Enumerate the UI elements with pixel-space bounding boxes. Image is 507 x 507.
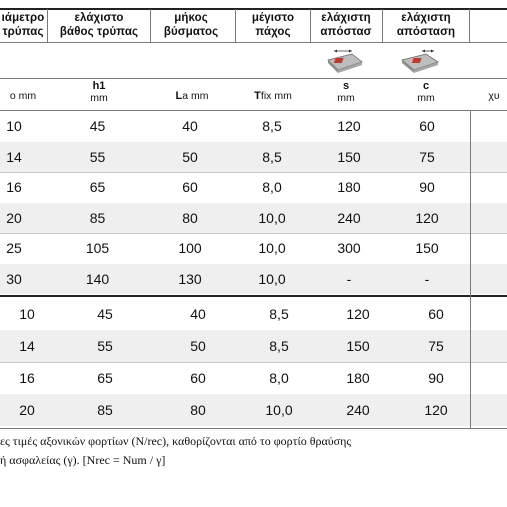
subheader-spacing: s mm bbox=[337, 80, 355, 104]
table-cell: 65 bbox=[97, 370, 113, 386]
table-cell: 180 bbox=[337, 179, 361, 195]
table-cell: 20 bbox=[19, 402, 35, 418]
table-cell: 120 bbox=[415, 209, 439, 226]
table-cell: 40 bbox=[182, 118, 198, 134]
table-cell: 14 bbox=[19, 338, 35, 354]
table-cell: 14 bbox=[6, 148, 22, 165]
table-cell: 45 bbox=[97, 306, 113, 322]
table-cell: 8,5 bbox=[262, 148, 282, 165]
table-cell: 45 bbox=[89, 118, 106, 134]
table-cell: - bbox=[346, 270, 352, 287]
table-cell: 90 bbox=[419, 179, 435, 195]
table-row bbox=[0, 362, 507, 394]
note-line-2: ή ασφαλείας (γ). [Nrec = Num / γ] bbox=[0, 453, 166, 467]
table-cell: 150 bbox=[346, 338, 370, 354]
table-cell: 120 bbox=[346, 306, 370, 322]
table-cell: 85 bbox=[97, 402, 113, 418]
col-divider bbox=[310, 9, 311, 42]
edge-distance-diagram-icon bbox=[398, 46, 440, 76]
right-border bbox=[470, 110, 471, 428]
table-cell: 60 bbox=[190, 370, 206, 386]
table-cell: 240 bbox=[346, 402, 370, 418]
subheader-thickness: Tfix mm bbox=[254, 90, 292, 102]
header-min-edge-distance: ελάχιστη απόσταση bbox=[396, 12, 456, 38]
note-line-1: ες τιμές αξονικών φορτίων (N/rec), καθορίζονται από το φορτίο θραύσης bbox=[0, 434, 352, 448]
table-cell: 85 bbox=[89, 209, 106, 226]
header-max-thickness: μέγιστο πάχος bbox=[251, 12, 295, 38]
table-row bbox=[0, 172, 507, 203]
table-cell: 55 bbox=[97, 338, 113, 354]
table-row bbox=[0, 330, 507, 362]
table-cell: 65 bbox=[89, 179, 106, 195]
table-cell: 60 bbox=[419, 118, 435, 134]
table-cell: 10,0 bbox=[258, 270, 286, 287]
table-row bbox=[0, 142, 507, 173]
table-cell: 75 bbox=[419, 148, 435, 165]
table-cell: 16 bbox=[19, 370, 35, 386]
col-divider bbox=[235, 9, 236, 42]
icon-row-divider bbox=[0, 78, 507, 79]
col-divider bbox=[382, 9, 383, 42]
table-cell: 40 bbox=[190, 306, 206, 322]
table-cell: 120 bbox=[337, 118, 361, 134]
table-cell: 8,5 bbox=[262, 118, 282, 134]
table-cell: 10,0 bbox=[258, 240, 286, 256]
table-bottom-border bbox=[0, 428, 507, 429]
header-plug-length: μήκος βύσματος bbox=[163, 12, 219, 38]
table-cell: 20 bbox=[6, 209, 22, 226]
col-divider bbox=[469, 9, 470, 42]
table-cell: 8,5 bbox=[269, 306, 289, 322]
table-cell: 130 bbox=[178, 270, 202, 287]
table-cell: 240 bbox=[337, 209, 361, 226]
table-row bbox=[0, 264, 507, 295]
table-cell: 8,0 bbox=[269, 370, 289, 386]
table-cell: 105 bbox=[85, 240, 110, 256]
table-cell: 8,0 bbox=[262, 179, 282, 195]
top-border bbox=[0, 8, 507, 10]
header-divider bbox=[0, 42, 507, 43]
table-cell: 25 bbox=[6, 240, 22, 256]
table-cell: 10,0 bbox=[265, 402, 293, 418]
subheader-length: La mm bbox=[175, 90, 209, 102]
table-cell: - bbox=[424, 270, 430, 287]
header-diameter: ιάμετρο τρύπας bbox=[1, 12, 45, 38]
table-cell: 120 bbox=[424, 402, 448, 418]
table-cell: 10 bbox=[19, 306, 35, 322]
table-cell: 10 bbox=[6, 118, 22, 134]
table-separator bbox=[0, 295, 507, 297]
table-cell: 50 bbox=[190, 338, 206, 354]
table-row bbox=[0, 298, 507, 330]
table-cell: 30 bbox=[6, 270, 22, 287]
table-row bbox=[0, 111, 507, 142]
table-cell: 60 bbox=[182, 179, 198, 195]
table-cell: 10,0 bbox=[258, 209, 286, 226]
table-cell: 150 bbox=[337, 148, 361, 165]
subheader-extra: χυ bbox=[488, 90, 500, 102]
table-row bbox=[0, 233, 507, 264]
table-cell: 150 bbox=[415, 240, 439, 256]
table-cell: 140 bbox=[85, 270, 110, 287]
dimensions-table-2 bbox=[0, 298, 507, 428]
table-cell: 90 bbox=[428, 370, 444, 386]
col-divider bbox=[47, 9, 48, 42]
spacing-diagram-icon bbox=[322, 46, 364, 76]
header-min-spacing: ελάχιστη απόστασ bbox=[320, 12, 372, 38]
col-divider bbox=[150, 9, 151, 42]
table-cell: 8,5 bbox=[269, 338, 289, 354]
table-cell: 60 bbox=[428, 306, 444, 322]
subheader-diameter: o mm bbox=[9, 90, 37, 102]
table-cell: 80 bbox=[190, 402, 206, 418]
dimensions-table-1 bbox=[0, 111, 507, 295]
table-cell: 50 bbox=[182, 148, 198, 165]
table-cell: 300 bbox=[337, 240, 361, 256]
table-cell: 16 bbox=[6, 179, 22, 195]
header-min-depth: ελάχιστο βάθος τρύπας bbox=[59, 12, 139, 38]
table-row bbox=[0, 203, 507, 234]
table-cell: 55 bbox=[89, 148, 106, 165]
subheader-depth: h1 mm bbox=[90, 80, 108, 104]
table-cell: 180 bbox=[346, 370, 370, 386]
table-cell: 100 bbox=[178, 240, 202, 256]
table-cell: 75 bbox=[428, 338, 444, 354]
table-cell: 80 bbox=[182, 209, 198, 226]
subheader-edge: c mm bbox=[417, 80, 435, 104]
table-row bbox=[0, 394, 507, 426]
